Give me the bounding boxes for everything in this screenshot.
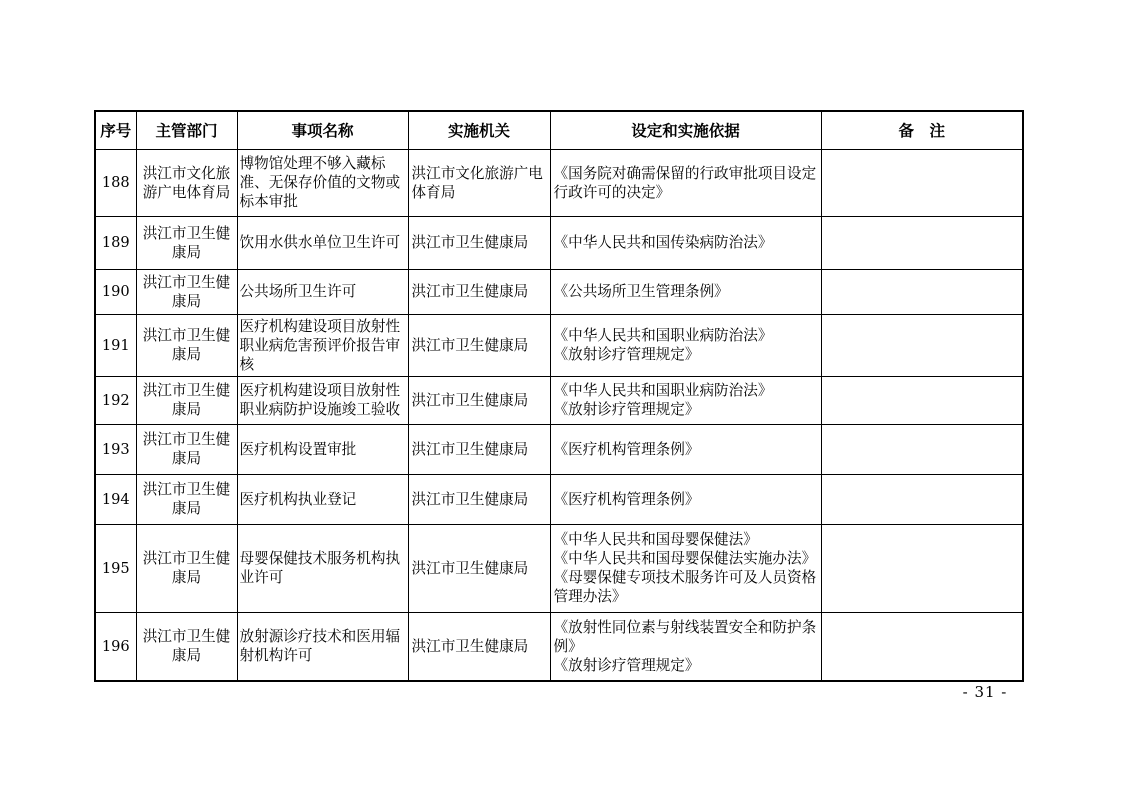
page-number: - 31 - [962,683,1008,701]
table-row [95,424,1023,474]
basis-line: 《放射诊疗管理规定》 [553,401,700,418]
cell-no: 189 [95,216,136,269]
cell-remark [821,612,1023,681]
table-row [95,314,1023,376]
cell-department: 洪江市文化旅游广电体育局 [136,149,237,216]
table-row [95,149,1023,216]
basis-line: 《医疗机构管理条例》 [553,490,700,508]
header-agency: 实施机关 [408,111,550,149]
cell-department: 洪江市卫生健康局 [136,612,237,681]
table-row [95,524,1023,612]
cell-no: 191 [95,314,136,376]
table-row [95,376,1023,424]
cell-agency: 洪江市卫生健康局 [408,474,550,524]
cell-item: 公共场所卫生许可 [237,269,408,314]
cell-item: 医疗机构建设项目放射性职业病危害预评价报告审核 [237,314,408,376]
basis-line: 《国务院对确需保留的行政审批项目设定行政许可的决定》 [553,164,817,201]
cell-basis [550,216,821,269]
cell-agency: 洪江市卫生健康局 [408,314,550,376]
cell-agency: 洪江市文化旅游广电体育局 [408,149,550,216]
cell-basis [550,612,821,681]
cell-basis [550,376,821,424]
cell-remark [821,524,1023,612]
cell-no: 194 [95,474,136,524]
cell-basis [550,314,821,376]
cell-agency: 洪江市卫生健康局 [408,269,550,314]
basis-line: 《医疗机构管理条例》 [553,440,700,458]
basis-line: 《放射性同位素与射线装置安全和防护条例》 [553,618,817,655]
header-item: 事项名称 [237,111,408,149]
cell-no: 188 [95,149,136,216]
cell-department: 洪江市卫生健康局 [136,216,237,269]
cell-no: 192 [95,376,136,424]
cell-department: 洪江市卫生健康局 [136,524,237,612]
basis-line: 《中华人民共和国母婴保健法实施办法》 [553,550,817,567]
cell-item: 医疗机构建设项目放射性职业病防护设施竣工验收 [237,376,408,424]
cell-remark [821,314,1023,376]
cell-no: 193 [95,424,136,474]
basis-line: 《中华人民共和国母婴保健法》 [553,531,758,548]
cell-remark [821,474,1023,524]
basis-line: 《中华人民共和国职业病防治法》 [553,382,773,399]
cell-item: 医疗机构执业登记 [237,474,408,524]
cell-remark [821,216,1023,269]
cell-agency: 洪江市卫生健康局 [408,376,550,424]
header-remark: 备 注 [821,111,1023,149]
cell-item: 博物馆处理不够入藏标准、无保存价值的文物或标本审批 [237,149,408,216]
basis-line: 《中华人民共和国传染病防治法》 [553,234,773,251]
cell-item: 饮用水供水单位卫生许可 [237,216,408,269]
cell-department: 洪江市卫生健康局 [136,474,237,524]
header-basis: 设定和实施依据 [550,111,821,149]
cell-basis [550,149,821,216]
cell-department: 洪江市卫生健康局 [136,376,237,424]
cell-agency: 洪江市卫生健康局 [408,524,550,612]
basis-line: 《放射诊疗管理规定》 [553,346,700,363]
cell-item: 母婴保健技术服务机构执业许可 [237,524,408,612]
cell-remark [821,376,1023,424]
header-department: 主管部门 [136,111,237,149]
cell-remark [821,269,1023,314]
cell-remark [821,424,1023,474]
table-row [95,216,1023,269]
approval-items-table [94,110,1024,682]
header-no: 序号 [95,111,136,149]
cell-item: 放射源诊疗技术和医用辐射机构许可 [237,612,408,681]
cell-basis [550,269,821,314]
cell-basis [550,524,821,612]
basis-line: 《中华人民共和国职业病防治法》 [553,327,773,344]
cell-basis [550,474,821,524]
basis-line: 《母婴保健专项技术服务许可及人员资格管理办法》 [553,569,817,605]
cell-item: 医疗机构设置审批 [237,424,408,474]
cell-no: 195 [95,524,136,612]
cell-department: 洪江市卫生健康局 [136,314,237,376]
table-row [95,269,1023,314]
table-row [95,612,1023,681]
cell-agency: 洪江市卫生健康局 [408,424,550,474]
basis-line: 《公共场所卫生管理条例》 [553,283,729,300]
basis-line: 《放射诊疗管理规定》 [553,656,700,674]
cell-department: 洪江市卫生健康局 [136,269,237,314]
cell-no: 190 [95,269,136,314]
cell-remark [821,149,1023,216]
cell-agency: 洪江市卫生健康局 [408,216,550,269]
cell-agency: 洪江市卫生健康局 [408,612,550,681]
table-header-row [95,111,1023,149]
cell-department: 洪江市卫生健康局 [136,424,237,474]
cell-basis [550,424,821,474]
table-row [95,474,1023,524]
cell-no: 196 [95,612,136,681]
